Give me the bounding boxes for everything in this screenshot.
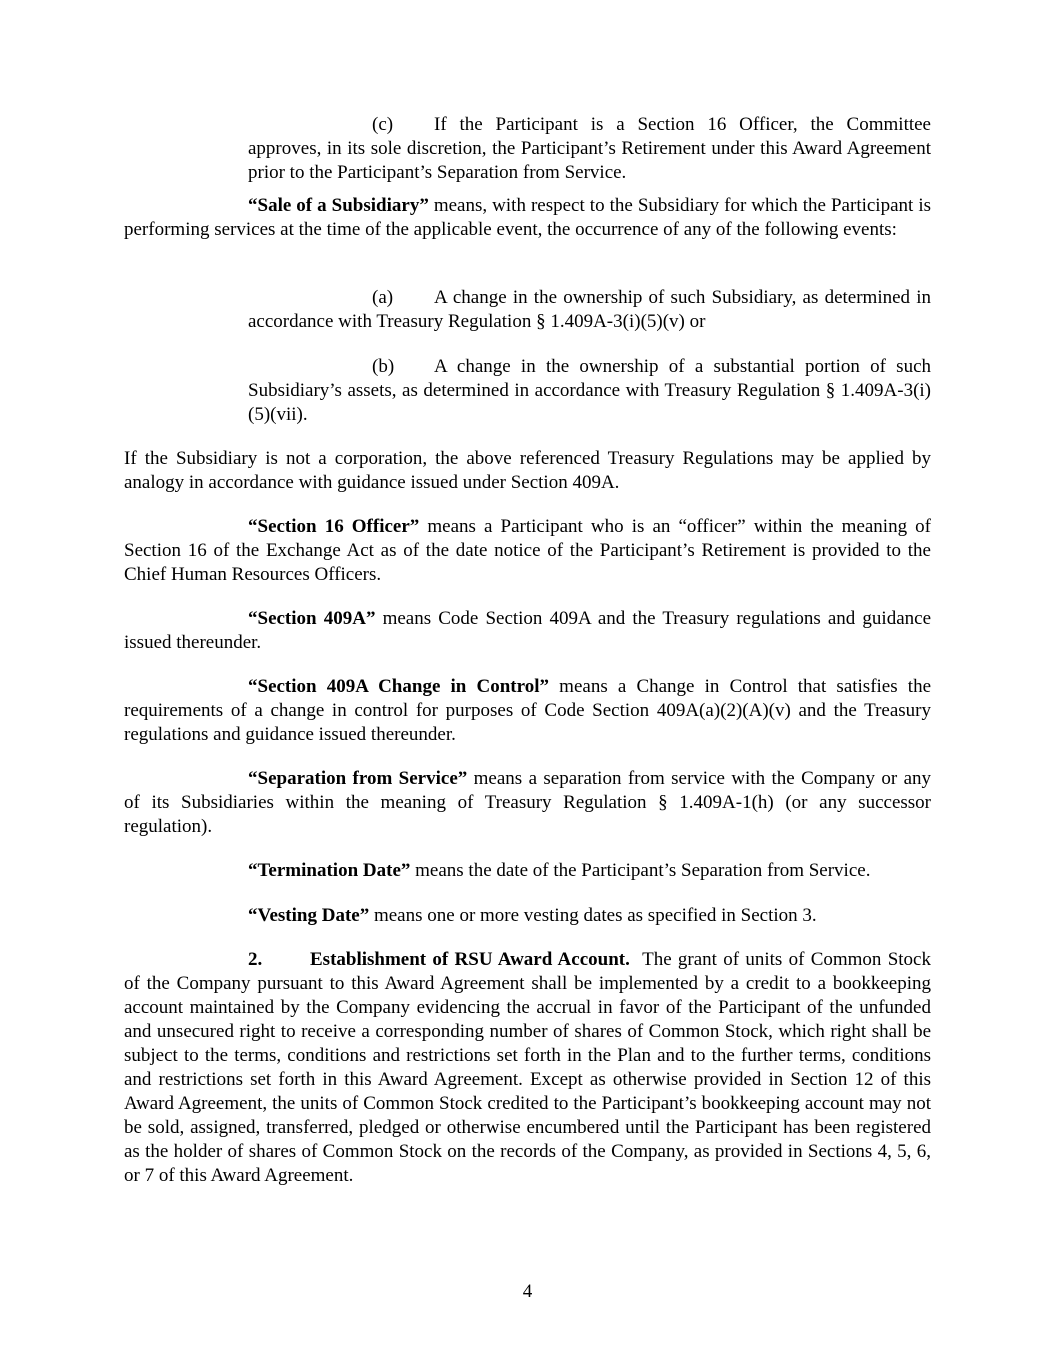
definition-term: “Sale of a Subsidiary”: [248, 195, 429, 216]
section-number: 2.: [248, 949, 263, 970]
definition-termination-date: [124, 859, 931, 883]
definition-term: “Vesting Date”: [248, 905, 370, 926]
clause-a-number: (a): [372, 287, 394, 308]
clause-a: [248, 286, 931, 334]
definition-term: “Section 16 Officer”: [248, 516, 420, 537]
clause-b-text: A change in the ownership of a substantial portion of such Subsidiary’s assets, as determined in accordance with Treasury Regulation § 1.409A-3(i)(5)(vii).: [248, 356, 931, 425]
definition-section-16-officer: [124, 515, 931, 587]
clause-c-text: If the Participant is a Section 16 Officer, the Committee approves, in its sole discretion, the Participant’s Retirement under this Award Agreement prior to the Participant’s Separation from Service.: [248, 114, 931, 183]
clause-b: [248, 355, 931, 427]
definition-vesting-date: [124, 904, 931, 928]
definition-term: “Section 409A Change in Control”: [248, 676, 550, 697]
section-text: The grant of units of Common Stock of the Company pursuant to this Award Agreement shall be implemented by a credit to a bookkeeping account maintained by the Company evidencing the accrual in favor of the Participant of the unfunded and unsecured right to receive a corresponding number of shares of Common Stock, which right shall be subject to the terms, conditions and restrictions set forth in the Plan and to the further terms, conditions and restrictions set forth in this Award Agreement. Except as otherwise provided in Section 12 of this Award Agreement, the units of Common Stock credited to the Participant’s bookkeeping account may not be sold, assigned, transferred, pledged or otherwise encumbered until the Participant has been registered as the holder of shares of Common Stock on the records of the Company, as provided in Sections 4, 5, 6, or 7 of this Award Agreement.: [124, 949, 936, 1186]
clause-a-text: A change in the ownership of such Subsidiary, as determined in accordance with Treasury Regulation § 1.409A-3(i)(5)(v) or: [248, 287, 931, 332]
definition-section-409a: [124, 607, 931, 655]
definition-text: means the date of the Participant’s Separation from Service.: [410, 860, 871, 881]
definition-term: “Section 409A”: [248, 608, 376, 629]
subsidiary-closing-paragraph: If the Subsidiary is not a corporation, the above referenced Treasury Regulations may be applied by analogy in accordance with guidance issued under Section 409A.: [124, 448, 931, 493]
definition-separation-from-service: [124, 767, 931, 839]
definition-text: means a separation from service with the Company or any of its Subsidiaries within the meaning of Treasury Regulation § 1.409A-1(h) (or any successor regulation).: [124, 768, 931, 837]
section-2-paragraph: [124, 948, 936, 1188]
clause-c: [248, 113, 931, 185]
clause-c-number: (c): [372, 114, 394, 135]
definition-text: means a Participant who is an “officer” within the meaning of Section 16 of the Exchange Act as of the date notice of the Participant’s Retirement is provided to the Chief Human Resources Officers.: [124, 516, 932, 585]
definition-text: means a Change in Control that satisfies the requirements of a change in control for purposes of Code Section 409A(a)(2)(A)(v) and the Treasury regulations and guidance issued thereunder.: [124, 676, 931, 745]
definition-term: “Termination Date”: [248, 860, 411, 881]
section-heading: Establishment of RSU Award Account.: [310, 949, 630, 970]
definition-section-409a-change-in-control: [124, 675, 931, 747]
definition-term: “Separation from Service”: [248, 768, 468, 789]
clause-b-number: (b): [372, 356, 395, 377]
definition-text: means one or more vesting dates as specified in Section 3.: [369, 905, 817, 926]
definition-text: means, with respect to the Subsidiary for which the Participant is performing services at the time of the applicable event, the occurrence of any of the following events:: [124, 195, 931, 240]
page-number: 4: [522, 1281, 533, 1302]
definition-sale-of-subsidiary: [124, 194, 931, 242]
definition-text: means Code Section 409A and the Treasury regulations and guidance issued thereunder.: [124, 608, 932, 653]
